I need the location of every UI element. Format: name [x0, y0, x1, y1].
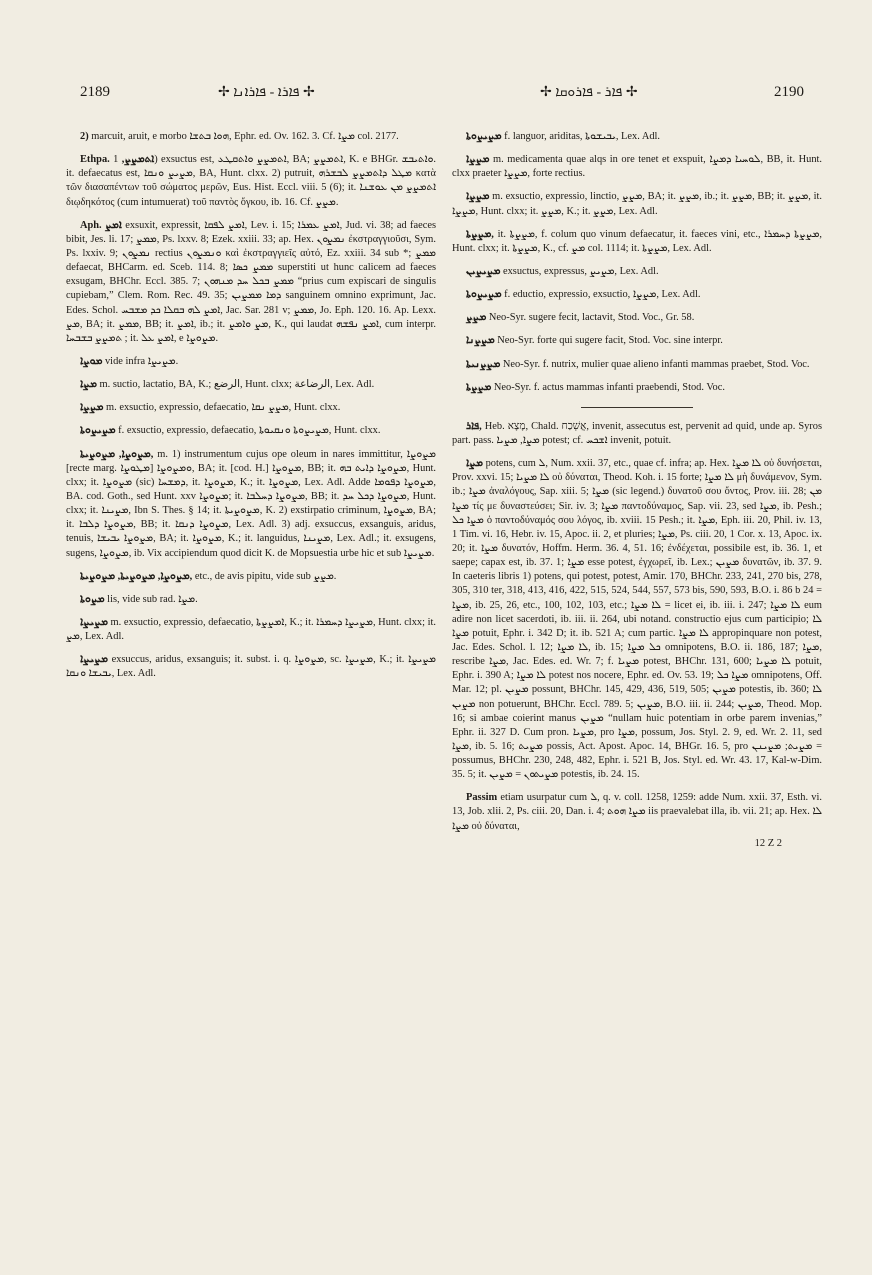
- entry-headword: Passim: [466, 792, 498, 804]
- entry-headword: ܡܨܐ: [80, 379, 97, 391]
- entry-text: Heb. מָצָא, Chald. אֲשְׁכַח, invenit, assecutus est, pervenit ad quid, unde ap. Syros part. pass. ܡܨܐ, ܡܨܝܐ potest; cf. ܐܫܟܚ invenit, potuit.: [452, 420, 822, 446]
- entry-text: etc., de avis pipitu, vide sub ܡܨܨ.: [192, 570, 337, 582]
- entry-headword: ܡܨܨܬܐ: [466, 381, 492, 393]
- entry-headword: ܡܨܨܢܐ: [466, 335, 495, 347]
- dictionary-entry: [452, 457, 822, 782]
- page-header: [66, 84, 806, 108]
- entry-text: Neo-Syr. sugere fecit, lactavit, Stod. Voc., Gr. 58.: [486, 312, 695, 324]
- running-head-left: ✢ ܦܐܪܐ - ܦܐܪܐܢܐ ✢: [218, 85, 315, 100]
- dictionary-entry: [66, 616, 436, 644]
- entry-text: m. suctio, lactatio, BA, K.; الرضع, Hunt. clxx; الرضاعة, Lex. Adl.: [96, 379, 375, 391]
- entry-headword: ܡܨܝܨܘܬܐ: [80, 425, 116, 437]
- dictionary-entry: [66, 130, 436, 144]
- section-divider: [581, 407, 693, 408]
- entry-text: f. languor, ariditas, ܝܒܝܫܘܬܐ, Lex. Adl.: [501, 131, 660, 142]
- entry-headword: ܡܘܨܐ: [80, 355, 103, 367]
- dictionary-entry: [452, 420, 822, 448]
- entry-headword: ܡܨܝܨܝܢ: [466, 265, 501, 277]
- entry-text: lis, vide sub rad. ܡܨܐ.: [104, 593, 198, 605]
- entry-headword: ܡܨܨ: [466, 312, 487, 324]
- dictionary-entry: [452, 288, 822, 302]
- dictionary-entry: [452, 130, 822, 144]
- entry-text: exsuctus, expressus, ܡܨܝܨ, Lex. Adl.: [500, 265, 659, 277]
- right-column: [452, 130, 822, 851]
- entry-headword: ܦܐܪ,: [466, 420, 482, 432]
- dictionary-entry: [66, 219, 436, 346]
- entry-headword: Ethpa. ܐܬܡܨܨ,: [80, 154, 155, 166]
- entry-headword: ܡܨܝܨܐ: [80, 654, 108, 666]
- entry-text: it. ܡܨܨܬܐ, f. colum quo vinum defaecatur, it. faeces vini, etc., ܡܨܨܬܐ ܕܚܡܪܐ, Hunt. clxx; it. ܡܨܨܬܐ, K., cf. ܡܨ col. 1114; it. ܡܨܨܬܐ, Lex. Adl.: [452, 228, 822, 254]
- entry-headword: ܡܨܨܬܐ,: [466, 228, 494, 240]
- entry-text: m. medicamenta quae alqs in ore tenet et exspuit, ܠܘܚܝܐ ܕܡܨܐ, BB, it. Hunt. clxx praeter ܡܨܨܐ, forte rectius.: [452, 154, 822, 180]
- entry-headword: ܡܨܨܐ: [466, 154, 490, 166]
- entry-headword: ܡܨܐ: [466, 458, 483, 470]
- dictionary-entry: [66, 593, 436, 607]
- entry-text: etiam usurpatur cum ܠ, q. v. coll. 1258, 1259: adde Num. xxii. 37, Esth. vi. 13, Job. xlii. 2, Ps. ciii. 20, Dan. i. 4; ܡܨܐ ܗܘܬ iis praevalebat illa, ib. vii. 21; ap. Hex. ܠܐ ܡܨܐ οὐ δύναται,: [452, 792, 822, 832]
- page-number-left: 2189: [80, 84, 110, 100]
- dictionary-entry: [66, 424, 436, 438]
- entry-headword: ܡܨܘܨܐ, ܡܨܘܨܝܬܐ,: [80, 448, 154, 460]
- dictionary-entry: [66, 153, 436, 210]
- entry-headword: ܡܨܘܬܐ: [80, 593, 105, 605]
- entry-text: m. 1) instrumentum cujus ope oleum in nares immittitur, ܡܨܘܨܐ [recte marg. ܡܛܘܨܐ] ܘܡܨܘܨܐ, BA; it. [cod. H.] ܡܨܘܨܐ, BB; it. ܡܨܘܨܐ ܕܐܝܬ ܒܗ, Hunt. clxx; it. ܡܨܘܨܐ (sic) ܕܡܫܚܐ, it. ܡܨܘܨܐ, K.; it. ܡܨܘܨܐ, Lex. Adl. Adde ܡܨܘܨܐ ܕܦܘܡܐ, BA. cod. Goth., sed Hunt. xxv ܡܨܘܨܐ; it. ܡܨܘܨܐ ܕܚܠܒܐ, BB; it. ܡܨܘܨܐ ܕܟܠ ܚܕ, Hunt. clxx; it. ܡܨܝܢܐ, Ibn S. Thes. § 14; it. ܡܨܘܨܝܬܐ, K. 2) exstirpatio criminum, ܡܨܘܨܐ, BA; it. ܡܨܘܨܐ ܕܠܒܐ, BB; it. ܡܨܘܨܐ ܕܢܩܐ, Lex. Adl. 3) adj. exsuccus, exsanguis, aridus, tenuis, ܡܨܘܨܐ ܝܒܝܫܐ, BA; it. ܡܨܘܨܐ, K.; it. languidus, ܡܨܝܢܐ, Lex. Adl.; it. exsugens, sugens, ܡܨܘܨܐ, ib. Vix accipiendum quod dicit K. de Mopsuestia urbe hic et sub ܡܨܝܨܐ.: [66, 448, 437, 559]
- entry-text: potens, cum ܠ, Num. xxii. 37, etc., quae cf. infra; ap. Hex. ܠܐ ܡܨܐ οὐ δυνήσεται, Prov. xxvi. 15; ܠܐ ܡܨܝܐ οὐ δύναται, Theod. Koh. i. 15 forte; ܠܐ ܡܨܐ μὴ δυνάμενον, Sym. ib.; ܡܨܐ ἀναλόγους, Sap. xiii. 5; ܡܨܐ (sic legend.) δυνατοῦ σου ὄντος, Prov. iii. 28; ܡܢ ܡܨܐ τίς με δυναστεύσει; Sir. iv. 3; ܡܨܐ παντοδύναμος, Sap. vii. 23, sed ܡܨܐ, ib. Pesh.; ܡܨܐ ܟܠ ὁ παντοδύναμός σου λόγος, ib. xviii. 15 Pesh.; it. ܡܨܐ, Eph. iii. 20, Phil. iv. 13, 1 Tim. vi. 16, Hebr. iv. 15, Apoc. ii. 2, et pluries; ܡܨܐ, Ps. ciii. 20, 1 Cor. x. 13, Apoc. ix. 20; it. ܡܨܐ δυνατόν, Hoffm. Herm. 36. 4, 51. 16; ἐνδέχεται, possibile est, ib. 36. 1, et saepe; capax est, ib. 37. 1; ܡܨܐ esse potest, ἐγχωρεῖ, ib. Lex.; ܡܨܝܢ δυνατῶν, ib. 37. 9. In caeteris libris 1) potens, qui potest, potest, Amir. 170, BHChr. 233, 241, 270 bis, 278, 305, 310 ter, 318, 413, 416, 422, 515, 524, 544, 557, 573 bis, 590, 593, B.O. i. 86 b 24 = ܡܨܐ, ib. 25, 26, etc., 100, 102, 103, etc.; ܠܐ ܡܨܐ = licet ei, ib. iii. i. 247; ܠܐ ܡܨܐ eum adire non licet sacerdoti, ib. iii. ii. 264, ubi notand. constructio ejus cum participio; ܠܐ ܡܨܐ potuit, Ephr. i. 342 D; it. ib. 521 A; cum partic. ܠܐ ܡܨܐ appropinquare non potest, Jac. Edes. Schol. l. 12; ܠܐ ܡܨܐ, ib. 15; ܟܠ ܡܨܐ omnipotens, B.O. ii. 186, 187; ܡܨܐ, rescribe ܡܨܐ, Jac. Edes. ed. Wr. 7; f. ܡܨܝܐ potest, BHChr. 131, 600; ܠܐ ܡܨܝܐ potuit, Ephr. i. 390 A; ܠܐ ܡܨܐ potest nos nocere, Ephr. ed. Ov. 53. 19; ܡܨܐ ܟܠ omnipotens, Off. Mar. 12; pl. ܡܨܝܢ possunt, BHChr. 145, 429, 436, 519, 505; ܡܨܝܢ potestis, ib. 360; ܠܐ ܡܨܝܢ non potuerunt, BHChr. Eccl. 789. 5; ܡܨܝܢ, B.O. iii. ii. 244; ܡܨܝܢ, Theod. Mop. 16; si ambae coierint manus ܡܨܝܢ “nullam huic potentiam in orbe parem invenias,” Ephr. ii. 327 D. Cum pron. ܡܨܝܐ, pro ܡܨܐ, possum, Jos. Styl. 2. 9, ed. Wr. 2. 11, sed ܡܨܐ, ib. 5. 16; ܡܨܝܬ possis, Act. Apost. Apoc. 14, BHGr. 16. 5, pro ܡܨܝܬ; ܡܨܝܢܢ = possumus, BHChr. 230, 248, 482, Ephr. i. 521 B, Jos. Styl. ed. Wr. 43. 17, Kal-w-Dim. 35. 5; it. ܡܨܝܬܘܢ = ܡܨܝܢ potestis, ib. 24. 15.: [452, 458, 823, 781]
- entry-text: f. exsuctio, expressio, defaecatio, ܡܨܝܨܘܬܐ ܘܢܩܝܘܬܐ, Hunt. clxx.: [115, 425, 381, 437]
- entry-text: 1) exsuctus est, ܐܬܡܨܨ ܘܐܬܩܛܥ, BA; ܐܬܡܨܨ, K. e BHGr. ܘܐܬܝܒܫ. it. defaecatus est, ܡܨܝܨ ܘܢܩܐ, BA, Hunt. clxx. 2) putruit, ܡܛܠ ܕܐܬܡܨܨ ܠܒܫܪܗ κατὰ τῶν διασαπέντων τοῦ σώματος μερῶν, Eus. Hist. Eccl. viii. 5 (6); it. ܐܬܡܨܨ ܡܢ ܥܘܫܢܐ διῳδηκότος (cum intumuerat) τοῦ παντὸς ὄγκου, ib. 16. Cf. ܡܨܨ.: [66, 154, 437, 208]
- entry-text: m. exsuctio, expressio, defaecatio, ܡܨܨ ܢܩܐ, Hunt. clxx.: [103, 402, 341, 414]
- dictionary-entry: [66, 448, 436, 561]
- entry-text: exsuccus, aridus, exsanguis; it. subst. i. q. ܡܨܘܨܐ, sc. ܡܨܝܨܐ, K.; it. ܡܨܝܨܐ ܝܒܝܫܐ ܘܢܩܐ, Lex. Adl.: [66, 654, 436, 680]
- page-number-right: 2190: [774, 84, 804, 100]
- entry-text: exsuxit, expressit, ܐܡܨ ܠܦܩܐ, Lev. i. 15; ܐܡܨ ܥܡܪܐ, Jud. vi. 38; ad faeces bibit, Jes. li. 17; ܡܡܨ, Ps. lxxv. 8; Ezek. xxiii. 33; ap. Hex. ܢܡܨܘܢ ἐκστραγγιοῦσι, Sym. Ps. lxxiv. 9; ܢܡܨܘܢ rectius ܘܢܡܨܘܢ καὶ ἐκστραγγιεῖς αὐτό, Ez. xxiii. 34 sub *; ܡܡܨ defaecat, BHCarm. ed. Sceb. 114. 8; ܡܡܨ ܟܣܐ superstiti ut hunc calicem ad faeces exsugam, BHChr. Eccl. 385. 7; ܡܡܨ ܒܟܠ ܚܕ ܡܢܗܘܢ “prius cum expiscari de singulis cupiebam,” Clem. Rom. Rec. 49. 35; ܕܡܐ ܡܡܨܝܢ sanguinem omnino exprimunt, Jac. Edes. Schol. ܐܡܨ ܠܗ ܒܩܠܐ ܟܕ ܡܫܒܚ, Jac. Sar. 281 v; ܡܡܨ, Jo. Eph. 120. 16. Ap. Lexx. ܡܨ, BA; it. ܡܡܨ, BB; it. ܐܡܨ, ib.; it. ܡܨ ܘܐܡܨ, K., qui laudat ܐܡܨ ܢܦܫܗ, cum interpr. ܬܡܨܨ ܒܫܒܚܐ ; it. ܐܡܨ ܥܠ, e ܡܨܘܨܐ.: [66, 219, 437, 344]
- entry-text: m. exsuctio, expressio, linctio, ܡܨܨ, BA; it. ܡܨܨ, ib.; it. ܡܨܨ, BB; it. ܡܨܨ, it. ܡܨܨܐ, Hunt. clxx; it. ܡܨܨ, K.; it. ܡܨܨ, Lex. Adl.: [452, 191, 822, 217]
- dictionary-entry: [66, 355, 436, 369]
- signature-mark: 12 Z 2: [754, 837, 782, 849]
- entry-headword: ܡܨܨܐ: [466, 191, 490, 203]
- entry-text: marcuit, aruit, e morbo ܗܘܐ ܒܬܫܐ, Ephr. ed. Ov. 162. 3. Cf. ܡܨܐ col. 2177.: [88, 131, 399, 142]
- dictionary-entry: [452, 381, 822, 395]
- entry-headword: ܡܨܨܢܝܬܐ: [466, 358, 501, 370]
- entry-text: f. eductio, expressio, exsuctio, ܡܨܨܐ, Lex. Adl.: [501, 289, 701, 301]
- entry-headword: 2): [80, 131, 89, 142]
- entry-headword: ܡܨܝܨܐ: [80, 616, 108, 628]
- entry-headword: ܡܨܨܐ: [80, 402, 104, 414]
- entry-text: Neo-Syr. forte qui sugere facit, Stod. Voc. sine interpr.: [494, 335, 723, 347]
- dictionary-entry: [452, 791, 822, 833]
- dictionary-entry: [452, 153, 822, 181]
- running-head-right: ✢ ܦܐܪ - ܦܐܪܘܩܐ ✢: [540, 85, 638, 100]
- entry-headword: ܡܨܝܨܘܬܐ: [466, 131, 502, 142]
- entry-text: m. exsuctio, expressio, defaecatio, ܐܡܨܨܬܐ, K.; it. ܡܨܝܨܐ ܕܚܡܪܐ, Hunt. clxx; it. ܡܨ, Lex. Adl.: [66, 616, 436, 643]
- entry-text: Neo-Syr. f. nutrix, mulier quae alieno infanti mammas praebet, Stod. Voc.: [500, 358, 810, 370]
- entry-text: vide infra ܡܨܝܨܐ.: [102, 355, 179, 367]
- dictionary-entry: [66, 653, 436, 681]
- dictionary-entry: [66, 570, 436, 584]
- entry-headword: Aph. ܐܡܨ: [80, 219, 122, 231]
- dictionary-entry: [66, 378, 436, 392]
- dictionary-entry: [452, 358, 822, 372]
- dictionary-entry: [452, 228, 822, 256]
- entry-text: Neo-Syr. f. actus mammas infanti praebendi, Stod. Voc.: [491, 381, 725, 393]
- dictionary-entry: [66, 401, 436, 415]
- left-column: [66, 130, 436, 691]
- entry-headword: ܡܨܘܨܐ, ܡܨܘܨܝܬܐ, ܡܨܘܨܝܬܐ,: [80, 570, 193, 582]
- dictionary-entry: [452, 334, 822, 348]
- dictionary-entry: [452, 311, 822, 325]
- dictionary-entry: [452, 265, 822, 279]
- dictionary-entry: [452, 190, 822, 218]
- entry-headword: ܡܨܝܨܘܬܐ: [466, 289, 502, 301]
